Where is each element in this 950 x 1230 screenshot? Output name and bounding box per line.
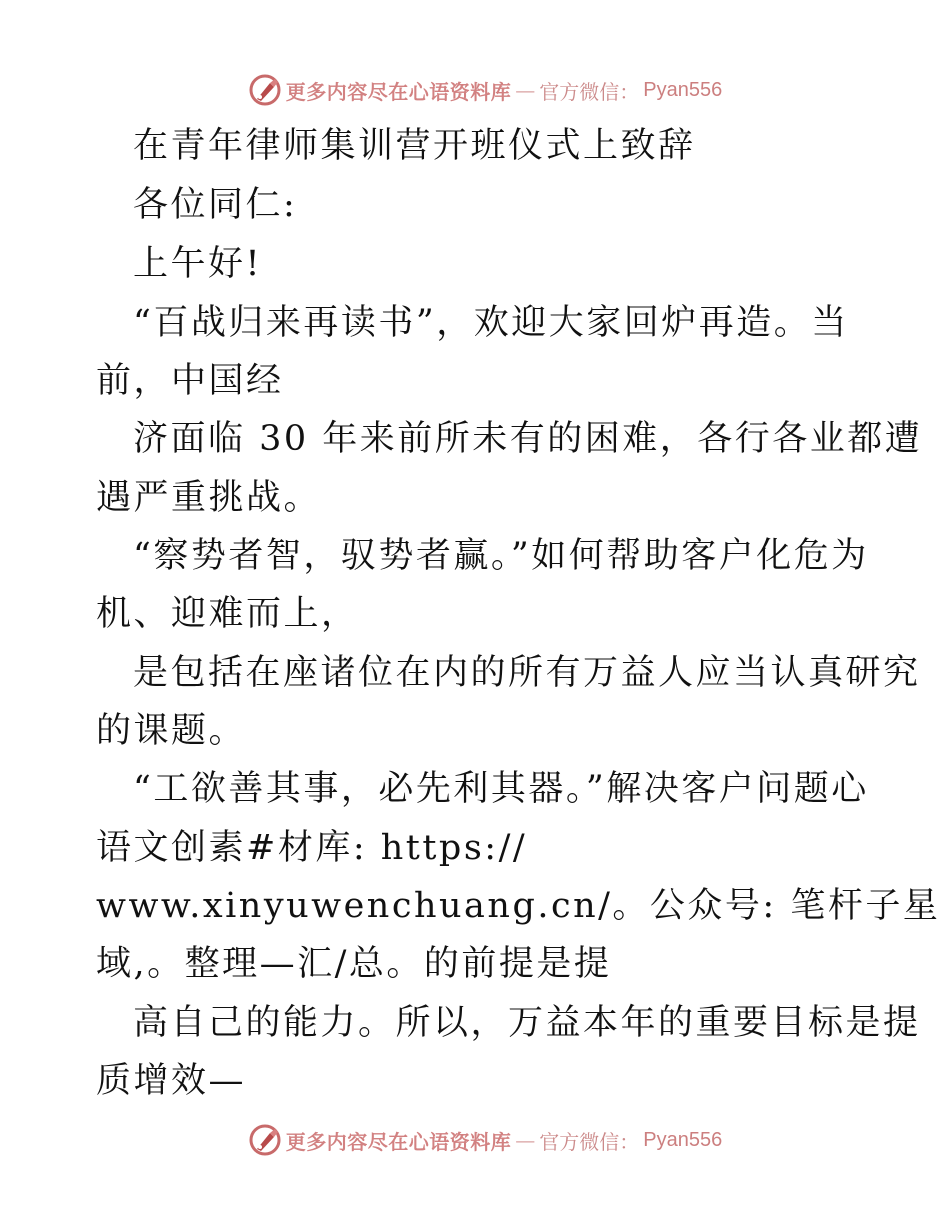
paragraph-line: 质增效— xyxy=(96,1061,247,1101)
pen-nib-logo-icon xyxy=(248,73,282,107)
watermark-separator: — xyxy=(515,1128,536,1152)
paragraph-line: 的课题。 xyxy=(96,711,247,751)
paragraph-line: “察势者智，驭势者赢。”如何帮助客户化危为 xyxy=(133,536,869,576)
watermark-wechat-label: 官方微信： xyxy=(539,79,640,104)
watermark-wechat-label: 官方微信： xyxy=(539,1129,640,1154)
paragraph-line: 域,。整理—汇/总。的前提是提 xyxy=(96,944,612,984)
watermark-separator: — xyxy=(515,78,536,102)
watermark-main-text: 更多内容尽在心语资料库 xyxy=(285,1129,512,1154)
watermark-main-text: 更多内容尽在心语资料库 xyxy=(285,79,512,104)
paragraph-line: “工欲善其事，必先利其器。”解决客户问题心 xyxy=(133,769,869,809)
paragraph-line: www.xinyuwenchuang.cn/。公众号: 笔杆子星 xyxy=(96,886,941,926)
watermark-content xyxy=(248,73,722,107)
paragraph-line: 语文创素#材库: https:// xyxy=(96,828,528,868)
greeting: 上午好! xyxy=(133,244,263,284)
paragraph-line: 前，中国经 xyxy=(96,361,284,401)
paragraph-line: 是包括在座诸位在内的所有万益人应当认真研究 xyxy=(133,653,921,693)
watermark-content xyxy=(248,1123,722,1157)
watermark-footer xyxy=(0,1120,950,1160)
watermark-wechat-id: Pyan556 xyxy=(643,78,723,101)
paragraph-line: 机、迎难而上， xyxy=(96,594,359,634)
salutation: 各位同仁: xyxy=(133,185,298,225)
paragraph-line: 济面临 30 年来前所未有的困难，各行各业都遭 xyxy=(133,419,923,459)
paragraph-line: 遇严重挑战。 xyxy=(96,478,322,518)
watermark-header xyxy=(0,70,950,110)
document-title: 在青年律师集训营开班仪式上致辞 xyxy=(133,126,696,166)
paragraph-line: “百战归来再读书”，欢迎大家回炉再造。当 xyxy=(133,303,849,343)
pen-nib-logo-icon xyxy=(248,1123,282,1157)
paragraph-line: 高自己的能力。所以，万益本年的重要目标是提 xyxy=(133,1003,921,1043)
watermark-wechat-id: Pyan556 xyxy=(643,1128,723,1151)
